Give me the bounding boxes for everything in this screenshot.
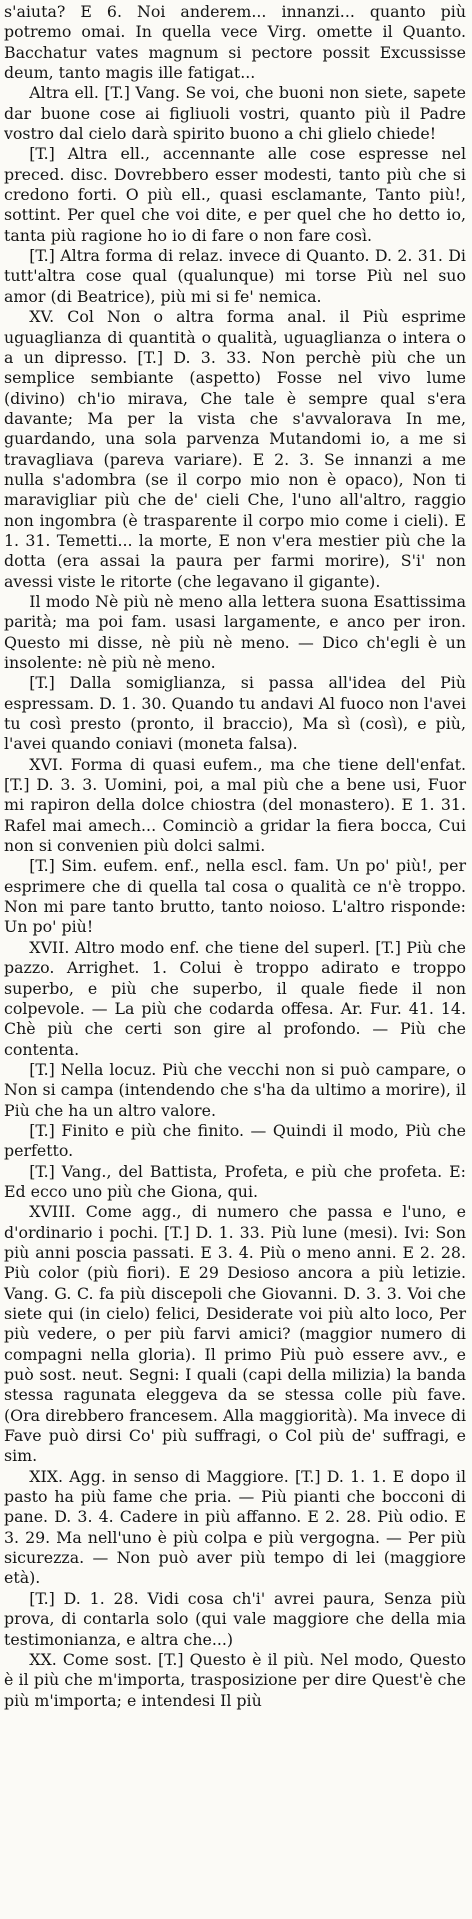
paragraph-battista: [T.] Vang., del Battista, Profeta, e più che profeta. E: Ed ecco uno più che Giona, qui. bbox=[4, 1161, 466, 1201]
paragraph-un-po-piu: [T.] Sim. eufem. enf., nella escl. fam. Un po' più!, per esprimere che di quella tal cosa o qualità ce n'è troppo. Non mi pare tanto brutto, tanto noioso. L'altro risponde: Un po' più! bbox=[4, 856, 466, 937]
paragraph-section-xix: XIX. Agg. in senso di Maggiore. [T.] D. 1. 1. E dopo il pasto ha più fame che pria. — Più pianti che bocconi di pane. D. 3. 4. Cadere in più affanno. E 2. 28. Più odio. E 3. 29. Ma nell'uno è più colpa e più vergogna. — Per più sicurezza. — Non può aver più tempo di lei (maggiore età). bbox=[4, 1466, 466, 1588]
paragraph-somiglianza: [T.] Dalla somiglianza, si passa all'idea del Più espressam. D. 1. 30. Quando tu andavi Al fuoco non l'avei tu così presto (pronto, il braccio), Ma sì (così), e più, l'avei quando coniavi (moneta falsa). bbox=[4, 673, 466, 754]
paragraph-section-xviii: XVIII. Come agg., di numero che passa e l'uno, e d'ordinario i pochi. [T.] D. 1. 33. Più lune (mesi). Ivi: Son più anni poscia passati. E 3. 4. Più o meno anni. E 2. 28. Più color (più fiori). E 29 Desioso ancora a più letizie. Vang. G. C. fa più discepoli che Giovanni. D. 3. 3. Voi che siete qui (in cielo) felici, Desiderate voi più alto loco, Per più vedere, o per più farvi amici? (maggior numero di compagni nella gloria). Il primo Più può essere avv., e può sost. neut. Segni: I quali (capi della milizia) la banda stessa ragunata eleggeva da se stessa colle più fave. (Ora direbbero francesem. Alla maggiorità). Ma invece di Fave può dirsi Co' più suffragi, o Col più de' suffragi, e sim. bbox=[4, 1202, 466, 1466]
paragraph-section-xvi: XVI. Forma di quasi eufem., ma che tiene dell'enfat. [T.] D. 3. 3. Uomini, poi, a mal più che a bene usi, Fuor mi rapiron della dolce chiostra (del monastero). E 1. 31. Rafel mai amech... Cominciò a gridar la fiera bocca, Cui non si convenien più dolci salmi. bbox=[4, 754, 466, 856]
paragraph-altra-ell-accennante: [T.] Altra ell., accennante alle cose espresse nel preced. disc. Dovrebbero esser modesti, tanto più che si credono forti. O più ell., quasi esclamante, Tanto più!, sottint. Per quel che voi dite, e per quel che ho detto io, tanta più ragione ho io di fare o non fare così. bbox=[4, 144, 466, 245]
paragraph-altra-forma-relaz: [T.] Altra forma di relaz. invece di Quanto. D. 2. 31. Di tutt'altra cose qual (qualunque) mi torse Più nel suo amor (di Beatrice), più mi si fe' nemica. bbox=[4, 246, 466, 306]
paragraph-section-xvii: XVII. Altro modo enf. che tiene del superl. [T.] Più che pazzo. Arrighet. 1. Colui è troppo adirato e troppo superbo, e più che superbo, il quale fiede il non colpevole. — La più che codarda offesa. Ar. Fur. 41. 14. Chè più che certi son gire al profondo. — Più che contenta. bbox=[4, 937, 466, 1059]
paragraph-nella-locuz: [T.] Nella locuz. Più che vecchi non si può campare, o Non si campa (intendendo che s'ha da ultimo a morire), il Più che ha un altro valore. bbox=[4, 1059, 466, 1120]
paragraph-il-modo: Il modo Nè più nè meno alla lettera suona Esattissima parità; ma poi fam. usasi largamente, e anco per iron. Questo mi disse, nè più nè meno. — Dico ch'egli è un insolente: nè più nè meno. bbox=[4, 591, 466, 672]
paragraph-vidi-cosa: [T.] D. 1. 28. Vidi cosa ch'i' avrei paura, Senza più prova, di contarla solo (qui vale maggiore che della mia testimonianza, e altra che...) bbox=[4, 1588, 466, 1649]
text-column bbox=[4, 2, 466, 1711]
paragraph-section-xx: XX. Come sost. [T.] Questo è il più. Nel modo, Questo è il più che m'importa, trasposizione per dire Quest'è che più m'importa; e intendesi Il più bbox=[4, 1649, 466, 1710]
paragraph-finito: [T.] Finito e più che finito. — Quindi il modo, Più che perfetto. bbox=[4, 1120, 466, 1161]
paragraph-section-xv: XV. Col Non o altra forma anal. il Più esprime uguaglianza di quantità o qualità, uguaglianza o intera o a un dipresso. [T.] D. 3. 33. Non perchè più che un semplice sembiante (aspetto) Fosse nel vivo lume (divino) ch'io mirava, Che tale è sempre qual s'era davante; Ma per la vista che s'avvalorava In me, guardando, una sola parvenza Mutandomi io, a me si travagliava (pareva variare). E 2. 3. Se innanzi a me nulla s'adombra (se il corpo mio non è opaco), Non ti maravigliar più che de' cieli Che, l'uno all'altro, raggio non ingombra (è trasparente il corpo mio come i cieli). E 1. 31. Temetti... la morte, E non v'era mestier più che la dotta (era assai la paura per farmi morire), S'i' non avessi viste le ritorte (che legavano il gigante). bbox=[4, 307, 466, 591]
paragraph-altra-ell: Altra ell. [T.] Vang. Se voi, che buoni non siete, sapete dar buone cose ai figliuoli vostri, quanto più il Padre vostro dal cielo darà spirito buono a chi glielo chiede! bbox=[4, 83, 466, 144]
paragraph-continuation: s'aiuta? E 6. Noi anderem... innanzi... quanto più potremo omai. In quella vece Virg. omette il Quanto. Bacchatur vates magnum si pectore possit Excussisse deum, tanto magis ille fatigat... bbox=[4, 2, 466, 83]
